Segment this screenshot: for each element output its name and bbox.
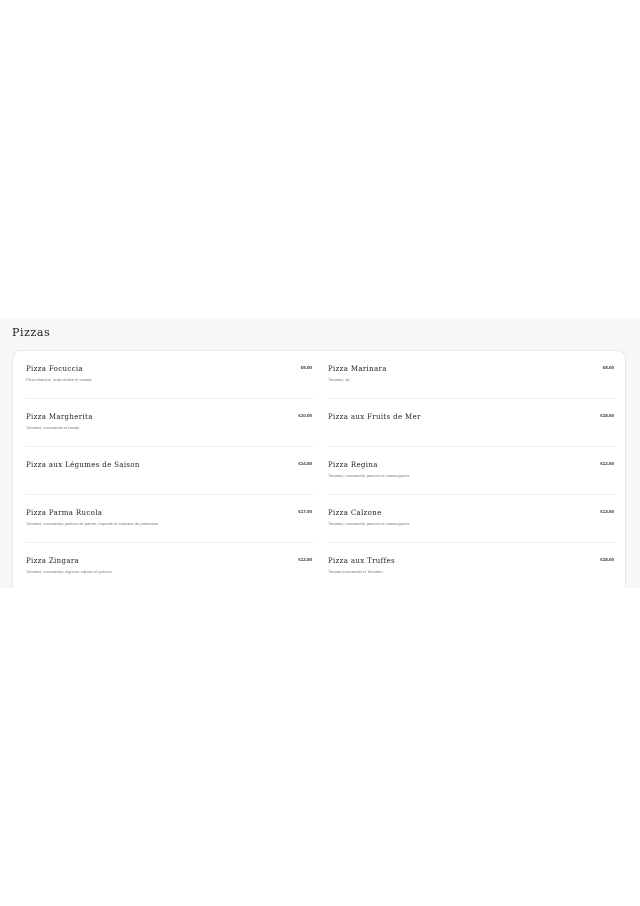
menu-item[interactable]	[328, 495, 616, 543]
menu-section	[0, 318, 640, 588]
item-description: Tomates, mozzarella, jambon de parme, roquette et copeaux de parmesan	[26, 521, 159, 526]
menu-item[interactable]	[328, 399, 616, 447]
menu-item[interactable]	[328, 447, 616, 495]
item-description: Pizza blanche, huile d'olive et tomate	[26, 377, 92, 382]
item-price: €12.50	[600, 461, 614, 466]
menu-item[interactable]	[26, 399, 314, 447]
item-name: Pizza Zingara	[26, 557, 80, 565]
menu-item[interactable]	[26, 543, 314, 588]
menu-item[interactable]	[26, 495, 314, 543]
item-price: €10.00	[298, 413, 312, 418]
item-price: €17.00	[298, 509, 312, 514]
item-description: Tomates, mozzarella et basilic	[26, 425, 80, 430]
item-price: €18.50	[600, 413, 614, 418]
item-price: €14.50	[298, 461, 312, 466]
item-price: €12.50	[298, 557, 312, 562]
item-price: €18.00	[600, 557, 614, 562]
item-name: Pizza aux Truffes	[328, 557, 395, 565]
item-name: Pizza Parma Rucola	[26, 509, 103, 517]
menu-item[interactable]	[26, 351, 314, 399]
item-name: Pizza Marinara	[328, 365, 387, 373]
item-price: €13.50	[600, 509, 614, 514]
item-price: €8.00	[602, 365, 614, 370]
item-price: €6.00	[300, 365, 312, 370]
menu-item[interactable]	[26, 447, 314, 495]
item-description: Tomate,mozzarella et Tartufato	[328, 569, 383, 574]
item-description: Tomates, ail	[328, 377, 350, 382]
item-name: Pizza Calzone	[328, 509, 382, 517]
item-name: Pizza Focuccia	[26, 365, 83, 373]
item-description: Tomates, mozzarella, oignons, câpres et poivron	[26, 569, 112, 574]
item-description: Tomates, mozzarella, jambon et champignons	[328, 521, 410, 526]
item-name: Pizza aux Légumes de Saison	[26, 461, 140, 469]
item-description: Tomates, mozzarella, jambon et champignons	[328, 473, 410, 478]
item-name: Pizza Margherita	[26, 413, 93, 421]
menu-card	[12, 350, 626, 588]
item-name: Pizza aux Fruits de Mer	[328, 413, 421, 421]
item-name: Pizza Regina	[328, 461, 378, 469]
section-title: Pizzas	[12, 326, 51, 339]
menu-item[interactable]	[328, 351, 616, 399]
menu-item[interactable]	[328, 543, 616, 588]
